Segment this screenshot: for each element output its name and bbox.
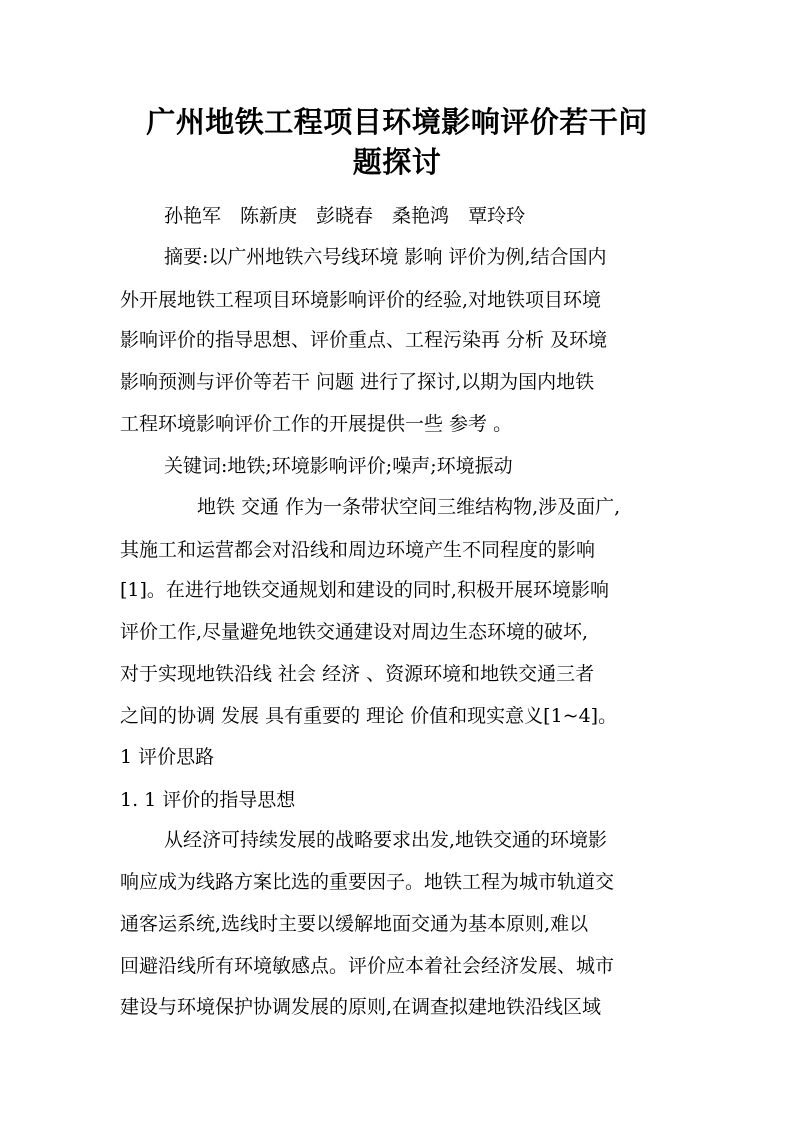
author-list bbox=[164, 203, 525, 229]
document-title-line-1: 广州地铁工程项目环境影响评价若干问 bbox=[146, 105, 648, 139]
author-name: 桑艳鸿 bbox=[392, 205, 450, 227]
body-line: 回避沿线所有环境敏感点。评价应本着社会经济发展、城市 bbox=[120, 955, 615, 977]
author-name: 陈新庚 bbox=[240, 205, 298, 227]
body-line: 建设与环境保护协调发展的原则,在调查拟建地铁沿线区域 bbox=[120, 996, 602, 1018]
keywords-line: 关键词:地铁;环境影响评价;噪声;环境振动 bbox=[164, 455, 513, 477]
author-name: 孙艳军 bbox=[164, 205, 222, 227]
abstract-line: 影响预测与评价等若干 问题 进行了探讨,以期为国内地铁 bbox=[120, 371, 595, 393]
body-line: 响应成为线路方案比选的重要因子。地铁工程为城市轨道交 bbox=[120, 871, 615, 893]
subsection-heading: 1. 1 评价的指导思想 bbox=[120, 789, 296, 811]
abstract-line: 摘要:以广州地铁六号线环境 影响 评价为例,结合国内 bbox=[164, 246, 607, 268]
intro-line: 对于实现地铁沿线 社会 经济 、资源环境和地铁交通三者 bbox=[120, 663, 595, 685]
abstract-line: 外开展地铁工程项目环境影响评价的经验,对地铁项目环境 bbox=[120, 289, 602, 311]
abstract-line: 影响评价的指导思想、评价重点、工程污染再 分析 及环境 bbox=[120, 329, 608, 351]
body-line: 从经济可持续发展的战略要求出发,地铁交通的环境影 bbox=[164, 829, 608, 851]
section-heading: 1 评价思路 bbox=[120, 746, 215, 768]
abstract-line: 工程环境影响评价工作的开展提供一些 参考 。 bbox=[120, 413, 513, 435]
document-title-line-2: 题探讨 bbox=[352, 145, 442, 179]
intro-line: 其施工和运营都会对沿线和周边环境产生不同程度的影响 bbox=[120, 539, 596, 561]
intro-line: 评价工作,尽量避免地铁交通建设对周边生态环境的破坏, bbox=[120, 621, 589, 643]
author-name: 覃玲玲 bbox=[468, 205, 526, 227]
intro-line: 地铁 交通 作为一条带状空间三维结构物,涉及面广, bbox=[197, 496, 621, 518]
body-line: 通客运系统,选线时主要以缓解地面交通为基本原则,难以 bbox=[120, 913, 589, 935]
intro-line: [1]。在进行地铁交通规划和建设的同时,积极开展环境影响 bbox=[120, 579, 609, 601]
author-name: 彭晓春 bbox=[316, 205, 374, 227]
intro-line: 之间的协调 发展 具有重要的 理论 价值和现实意义[1~4]。 bbox=[120, 705, 618, 727]
